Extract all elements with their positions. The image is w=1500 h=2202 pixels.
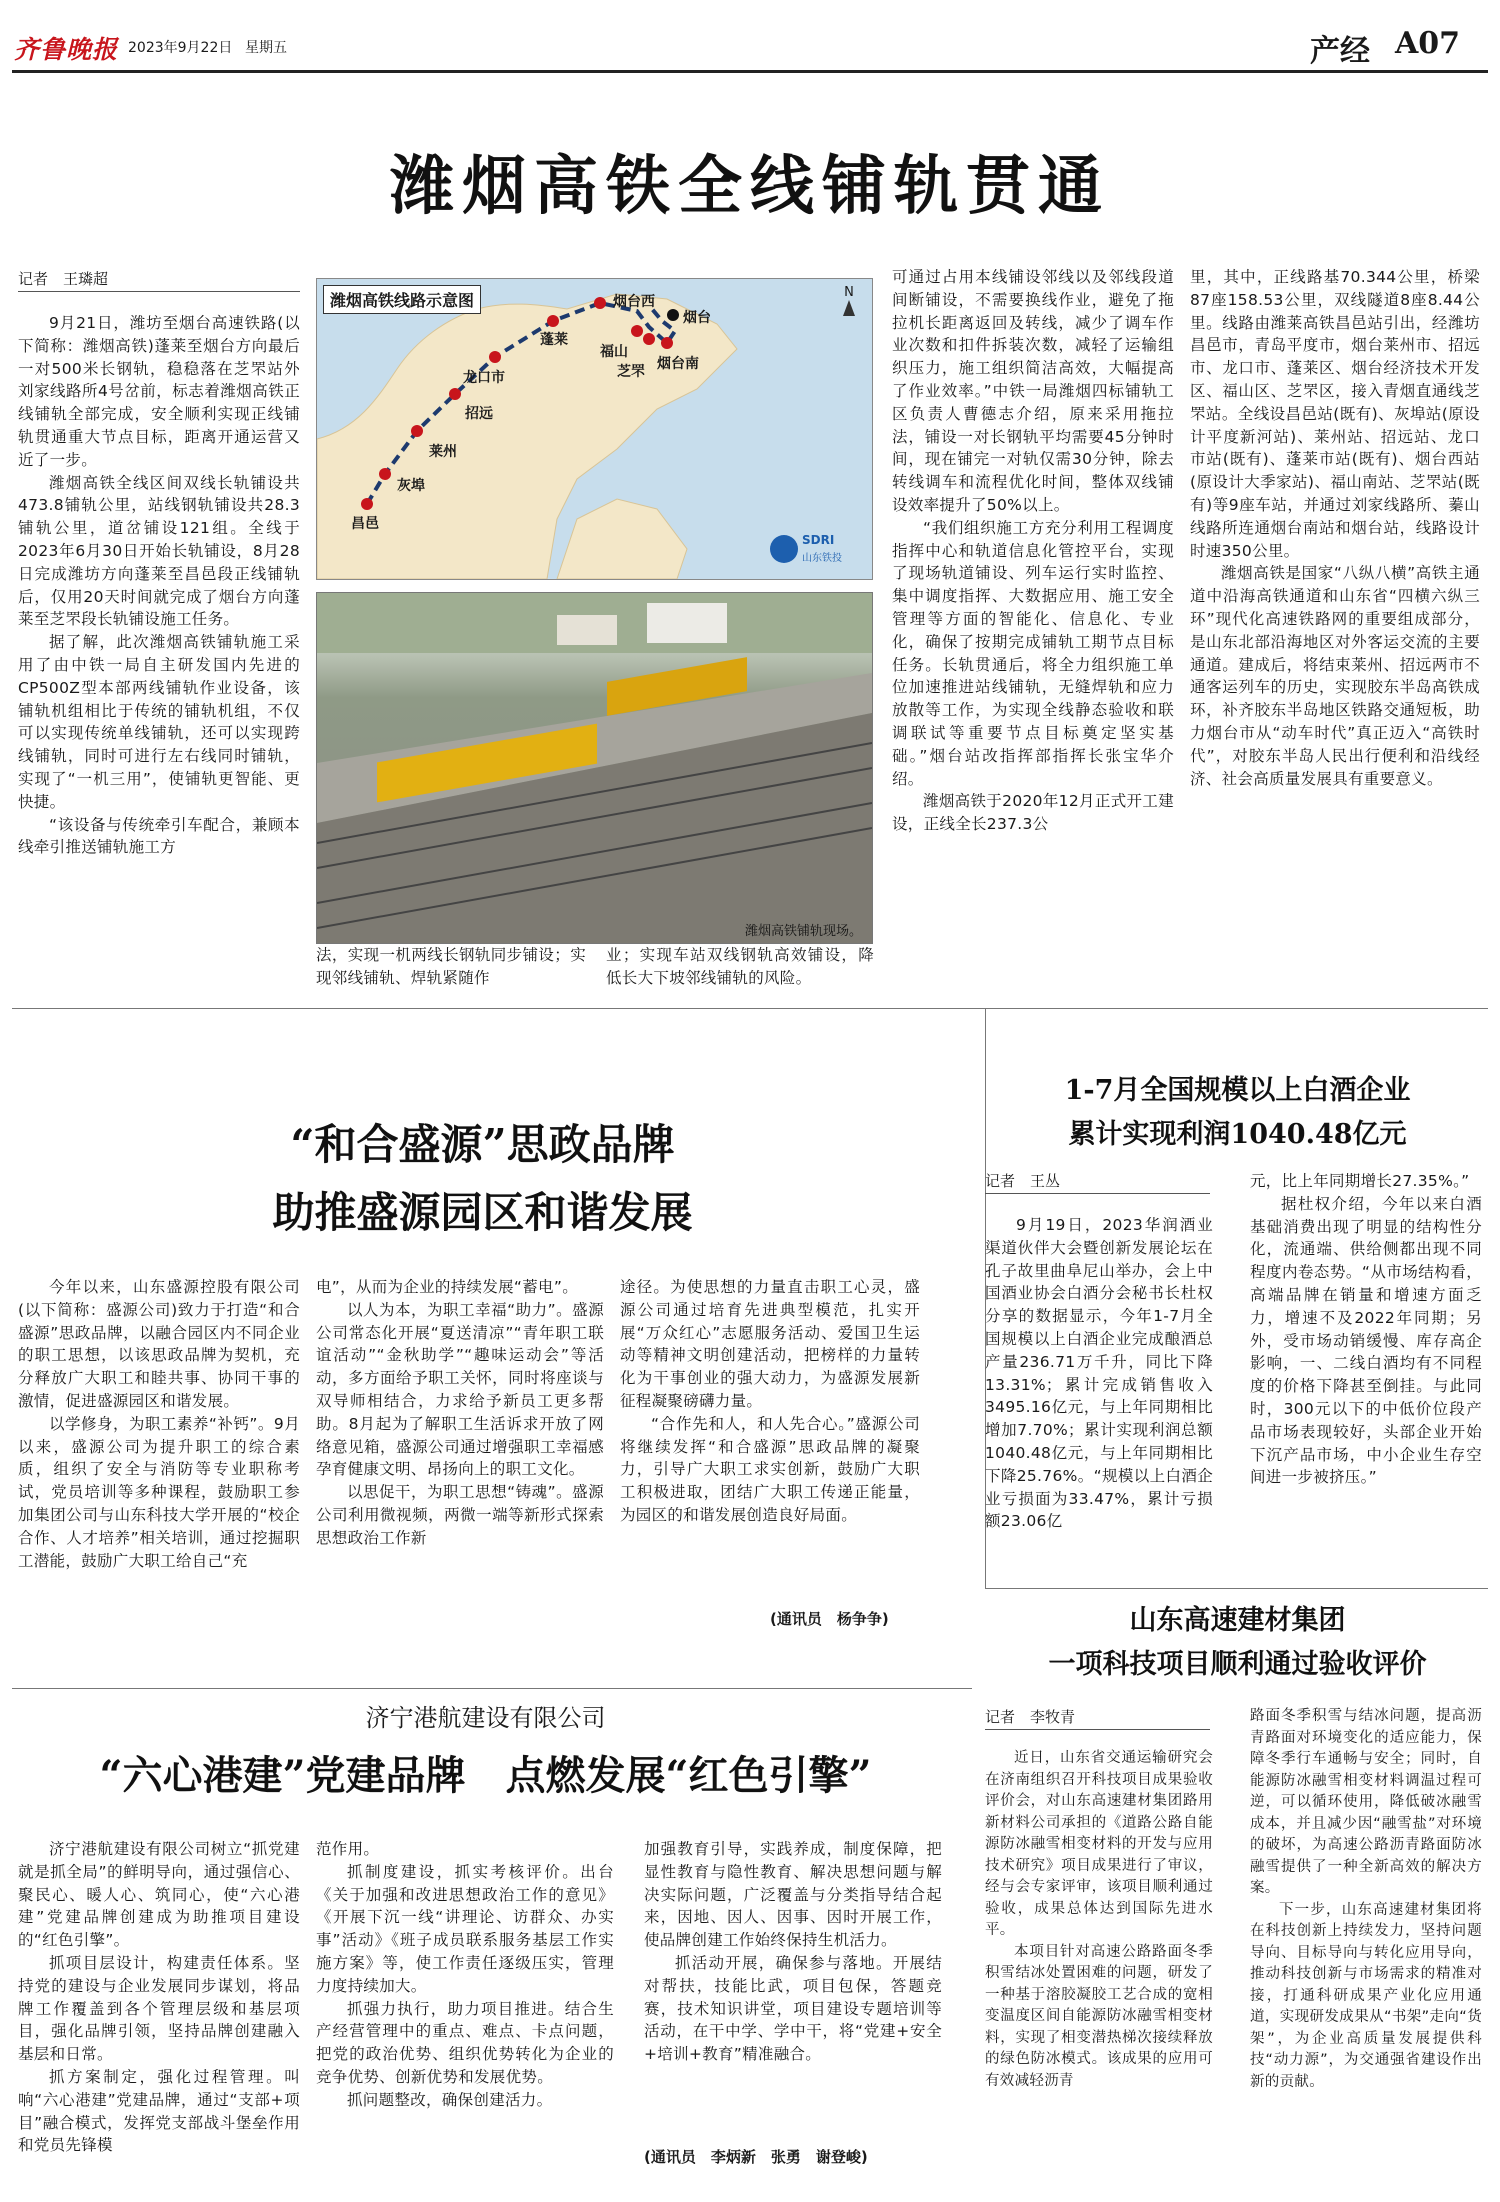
article1-col3: 业；实现车站双线钢轨高效铺设，降低长大下坡邻线铺轨的风险。 xyxy=(606,946,874,987)
route-map xyxy=(316,278,873,580)
map-label-huibu: 灰埠 xyxy=(397,478,425,494)
masthead-logo: 齐鲁晚报 xyxy=(14,35,119,64)
station-huibu xyxy=(379,468,391,480)
station-laizhou xyxy=(411,425,423,437)
article1-reporter: 记者 王璘超 xyxy=(18,268,300,292)
map-north-icon: N xyxy=(839,285,859,316)
issue-weekday: 星期五 xyxy=(245,40,287,56)
map-label-penglai: 蓬莱 xyxy=(540,332,568,348)
article5-col1: 济宁港航建设有限公司树立“抓党建就是抓全局”的鲜明导向，通过强信心、聚民心、暖人心、筑同心，使“六心港建”党建品牌创建成为助推项目建设的“红色引擎”。 抓项目层设计，构建责任体系。坚持党的建设与企业发展同步谋划，将品牌工作覆盖到各个管理层级和基层项目，强化品牌引领，坚持品牌创建融入基层和日常。 抓方案制定，强化过程管理。叫响“六心港建”党建品牌，通过“支部+项目”融合模式，发挥党支部战斗堡垒作用和党员先锋模 xyxy=(18,1840,300,2155)
article4-reporter: 记者 李牧青 xyxy=(985,1706,1210,1730)
article2-headline-line2: 助推盛源园区和谐发展 xyxy=(272,1188,693,1237)
article2-col2: 电”，从而为企业的持续发展“蓄电”。 以人为本，为职工幸福“助力”。盛源公司常态化开展“夏送清凉”“青年职工联谊活动”“金秋助学”“趣味运动会”等活动，多方面给予职工关怀，同时将座谈与双导师相结合，力求给予新员工更多帮助。8月起为了解职工生活诉求开放了网络意见箱，盛源公司通过增强职工幸福感孕育健康文明、昂扬向上的职工文化。 以思促干，为职工思想“铸魂”。盛源公司利用微视频，两微一端等新形式探索思想政治工作新 xyxy=(316,1278,604,1547)
map-label-yantaixi: 烟台西 xyxy=(613,294,655,310)
article4-col1: 近日，山东省交通运输研究会在济南组织召开科技项目成果验收评价会，对山东高速建材集团路用新材料公司承担的《道路公路自能源防冰融雪相变材料的开发与应用技术研究》项目成果进行了审议，经与会专家评审，该项目顺利通过验收，成果总体达到国际先进水平。 本项目针对高速公路路面冬季积雪结冰处置困难的问题，研发了一种基于溶胶凝胶工艺合成的宽相变温度区间自能源防冰融雪相变材料，实现了相变潜热梯次接续释放的绿色防冰模式。该成果的应用可有效减轻沥青 xyxy=(985,1750,1213,2089)
section-name: 产经 xyxy=(1310,34,1370,69)
article5-headline: “六心港建”党建品牌 点燃发展“红色引擎” xyxy=(99,1752,872,1799)
map-label-fushan: 福山 xyxy=(600,344,628,360)
article5-divider xyxy=(12,1688,972,1689)
station-penglai xyxy=(547,315,559,327)
article5-col2: 范作用。 抓制度建设，抓实考核评价。出台《关于加强和改进思想政治工作的意见》《开展下沉一线“讲理论、访群众、办实事”活动》《班子成员联系服务基层工作实施方案》等，使工作责任逐级压实，管理力度持续加大。 抓强力执行，助力项目推进。结合生产经营管理中的重点、难点、卡点问题，把党的政治优势、组织优势转化为企业的竞争优势、创新优势和发展优势。 抓问题整改，确保创建活力。 xyxy=(316,1840,614,2109)
article1-col5: 里，其中，正线路基70.344公里，桥梁87座158.53公里，双线隧道8座8.44公里。线路由潍莱高铁昌邑站引出，经潍坊昌邑市，青岛平度市，烟台莱州市、招远市、龙口市、蓬莱区、烟台经济技术开发区、福山区、芝罘区，接入青烟直通线芝罘站。全线设昌邑站(既有)、灰埠站(原设计平度新河站)、莱州站、招远站、龙口市站(既有)、蓬莱市站(既有)、烟台西站(原设计大季家站)、福山南站、芝罘站(既有)等9座车站，并通过刘家线路所、蓁山线路所连通烟台南站和烟台站，线路设计时速350公里。 潍烟高铁是国家“八纵八横”高铁主通道中沿海高铁通道和山东省“四横六纵三环”现代化高速铁路网的重要组成部分，是山东北部沿海地区对外客运交流的主要通道。建成后，将结束莱州、招远两市不通客运列车的历史，实现胶东半岛高铁成环，补齐胶东半岛地区铁路交通短板，助力烟台市从“动车时代”真正迈入“高铁时代”，对胶东半岛人民出行便利和沿线经济、社会高质量发展具有重要意义。 xyxy=(1190,268,1480,788)
map-label-laizhou: 莱州 xyxy=(429,444,457,460)
map-label-longkou: 龙口市 xyxy=(463,370,505,386)
map-label-yantainan: 烟台南 xyxy=(657,356,699,372)
article4-col2: 路面冬季积雪与结冰问题，提高沥青路面对环境变化的适应能力，保障冬季行车通畅与安全；同时，自能源防冰融雪相变材料调温过程可逆，可以循环使用，降低破冰融雪成本，并且减少因“融雪盐”对环境的破坏，为高速公路沥青路面防冰融雪提供了一种全新高效的解决方案。 下一步，山东高速建材集团将在科技创新上持续发力，坚持问题导向、目标导向与转化应用导向，推动科技创新与市场需求的精准对接，打通科研成果产业化应用通道，实现研发成果从“书架”走向“货架”，为企业高质量发展提供科技“动力源”，为交通强省建设作出新的贡献。 xyxy=(1250,1708,1482,2090)
map-label-changyi: 昌邑 xyxy=(351,516,379,532)
photo-caption: 潍烟高铁铺轨现场。 xyxy=(744,924,862,939)
station-yantai xyxy=(667,309,679,321)
article2-headline-line1: “和合盛源”思政品牌 xyxy=(290,1120,675,1169)
sdri-logo: SDRI 山东铁投 xyxy=(770,533,860,569)
article3-col1: 9月19日，2023华润酒业渠道伙伴大会暨创新发展论坛在孔子故里曲阜尼山举办，会上中国酒业协会白酒分会秘书长杜权分享的数据显示，今年1-7月全国规模以上白酒企业完成酿酒总产量236.71万千升，同比下降13.31%；累计完成销售收入3495.16亿元，与上年同期相比增加7.70%；累计实现利润总额1040.48亿元，与上年同期相比下降25.76%。“规模以上白酒企业亏损面为33.47%，累计亏损额23.06亿 xyxy=(985,1216,1213,1531)
station-longkou xyxy=(489,351,501,363)
article4-headline-line2: 一项科技项目顺利通过验收评价 xyxy=(1048,1649,1427,1680)
article3-headline-line1: 1-7月全国规模以上白酒企业 xyxy=(1064,1075,1411,1106)
article3-reporter: 记者 王丛 xyxy=(985,1170,1210,1194)
article2-col1: 今年以来，山东盛源控股有限公司(以下简称：盛源公司)致力于打造“和合盛源”思政品牌，以融合园区内不同企业的职工思想，以该思政品牌为契机，充分释放广大职工和睦共事、协同干事的激情，促进盛源园区和谐发展。 以学修身，为职工素养“补钙”。9月以来，盛源公司为提升职工的综合素质，组织了安全与消防等专业职称考试，党员培训等多种课程，鼓励职工参加集团公司与山东科技大学开展的“校企合作、人才培养”相关培训，通过挖掘职工潜能，鼓励广大职工给自己“充 xyxy=(18,1278,300,1570)
map-label-zhaoyuan: 招远 xyxy=(465,406,493,422)
map-label-yantai: 烟台 xyxy=(683,310,711,326)
article3-headline-line2: 累计实现利润1040.48亿元 xyxy=(1068,1119,1407,1150)
article1-headline: 潍烟高铁全线铺轨贯通 xyxy=(390,149,1110,224)
map-label-zhifu: 芝罘 xyxy=(617,364,645,380)
article4-divider xyxy=(985,1588,1488,1589)
masthead-rule xyxy=(12,70,1488,73)
article4-headline-line1: 山东高速建材集团 xyxy=(1129,1605,1346,1636)
article1-col2: 法，实现一机两线长钢轨同步铺设；实现邻线铺轨、焊轨紧随作 xyxy=(316,946,586,987)
station-fushan xyxy=(631,325,643,337)
station-zhifu xyxy=(643,333,655,345)
article1-divider xyxy=(12,1008,1488,1009)
station-yantaixi xyxy=(594,297,606,309)
article5-byline: (通讯员 李炳新 张勇 谢登峻) xyxy=(644,2148,868,2166)
page-number: A07 xyxy=(1395,26,1461,61)
article1-col1: 9月21日，潍坊至烟台高速铁路(以下简称：潍烟高铁)蓬莱至烟台方向最后一对500米长钢轨，稳稳落在芝罘站外刘家线路所4号岔前，标志着潍烟高铁正线铺轨全部完成，安全顺利实现正线铺轨贯通重大节点目标，距离开通运营又近了一步。 潍烟高铁全线区间双线长轨铺设共473.8铺轨公里，站线钢轨铺设共28.3铺轨公里，道岔铺设121组。全线于2023年6月30日开始长轨铺设，8月28日完成潍坊方向蓬莱至昌邑段正线铺轨后，仅用20天时间就完成了烟台方向蓬莱至芝罘段长轨铺设施工任务。 据了解，此次潍烟高铁铺轨施工采用了由中铁一局自主研发国内先进的CP500Z型本部两线铺轨作业设备，该铺轨机组相比于传统的铺轨机组，不仅可以实现传统单线铺轨，还可以实现跨线铺轨，同时可进行左右线同时铺轨，实现了“一机三用”，使铺轨更智能、更快捷。 “该设备与传统牵引车配合，兼顾本线牵引推送铺轨施工方 xyxy=(18,314,300,857)
issue-date: 2023年9月22日 xyxy=(128,40,233,56)
station-yantainan xyxy=(661,337,673,349)
map-title: 潍烟高铁线路示意图 xyxy=(323,285,481,314)
article2-col3: 途径。为使思想的力量直击职工心灵，盛源公司通过培育先进典型模范，扎实开展“万众红心”志愿服务活动、爱国卫生运动等精神文明创建活动，把榜样的力量转化为干事创业的强大动力，为盛源发展新征程凝聚磅礴力量。 “合作先和人，和人先合心。”盛源公司将继续发挥“和合盛源”思政品牌的凝聚力，引导广大职工求实创新，鼓励广大职工积极进取，团结广大职工传递正能量，为园区的和谐发展创造良好局面。 xyxy=(620,1278,920,1524)
article1-col4: 可通过占用本线铺设邻线以及邻线段道间断铺设，不需要换线作业，避免了拖拉机长距离返回及转线，减少了调车作业次数和扣件拆装次数，减轻了运输组织压力，施工组织简洁高效，大幅提高了作业效率。”中铁一局潍烟四标铺轨工区负责人曹德志介绍，原来采用拖拉法，铺设一对长钢轨平均需要45分钟时间，现在铺完一对轨仅需30分钟，除去转线调车和流程优化时间，整体双线铺设效率提升了50%以上。 “我们组织施工方充分利用工程调度指挥中心和轨道信息化管控平台，实现了现场轨道铺设、列车运行实时监控、集中调度指挥、大数据应用、施工安全管理等方面的智能化、信息化、专业化，确保了按期完成铺轨工期节点目标任务。长轨贯通后，将全力组织施工单位加速推进站线铺轨，无缝焊轨和应力放散等工作，为实现全线静态验收和联调联试等重要节点目标奠定坚实基础。”烟台站改指挥部指挥长张宝华介绍。 潍烟高铁于2020年12月正式开工建设，正线全长237.3公 xyxy=(892,268,1174,834)
article5-kicker: 济宁港航建设有限公司 xyxy=(365,1704,606,1732)
article2-byline: (通讯员 杨争争) xyxy=(770,1610,889,1628)
article3-col2: 元，比上年同期增长27.35%。” 据杜权介绍，今年以来白酒基础消费出现了明显的结构性分化，流通端、供给侧都出现不同程度内卷态势。“从市场结构看，高端品牌在销量和增速方面乏力，增速不及2022年同期；另外，受市场动销缓慢、库存高企影响，一、二线白酒均有不同程度的价格下降甚至倒挂。与此同时，300元以下的中低价位段产品市场表现较好，头部企业开始下沉产品市场，中小企业生存空间进一步被挤压。” xyxy=(1250,1172,1482,1487)
article5-col3: 加强教育引导，实践养成，制度保障，把显性教育与隐性教育、解决思想问题与解决实际问题，广泛覆盖与分类指导结合起来，因地、因人、因事、因时开展工作，使品牌创建工作始终保持生机活力。 抓活动开展，确保参与落地。开展结对帮扶，技能比武，项目包保，答题竞赛，技术知识讲堂，项目建设专题培训等活动，在干中学、学中干，将“党建+安全+培训+教育”精准融合。 xyxy=(644,1840,942,2064)
photo-scene xyxy=(317,593,872,943)
station-zhaoyuan xyxy=(449,388,461,400)
track-laying-photo xyxy=(316,592,873,944)
station-changyi xyxy=(361,498,373,510)
